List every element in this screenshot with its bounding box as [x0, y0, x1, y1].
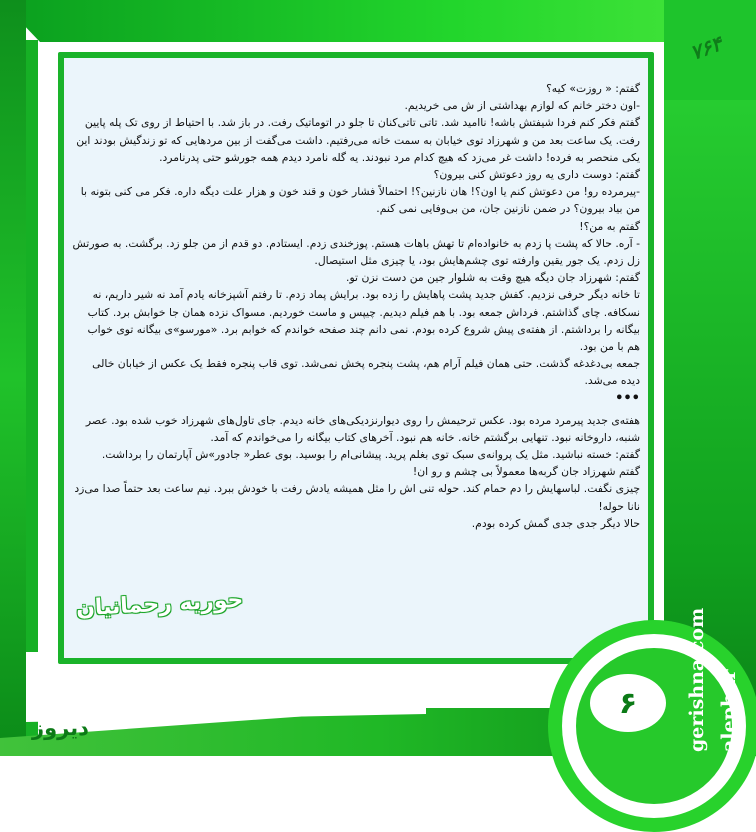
story-paragraph: چیزی نگفت. لباسهایش را دم حمام کند. حوله تنی اش را مثل همیشه یادش رفت با خودش ببرد. نیم ساعت بعد حتماً صدا می‌زد نانا حوله! — [74, 482, 640, 513]
author-name: حوریه رحمانیان — [75, 587, 244, 622]
section-separator: ••• — [615, 390, 640, 406]
story-paragraph: - آره. حالا که پشت پا زدم به خانواده‌ام تا تهش باهات هستم. پوزخندی زدم. ایستادم. دو قدم از من جلو زد. برگشت. به صورتش زل زدم. یک جور یقین وارفته توی چشم‌هایش بود، یا چیزی مثل استیصال. — [72, 236, 640, 268]
story-paragraph: گفتم: خسته نباشید. مثل یک پروانه‌ی سبک توی بغلم پرید. پیشانی‌ام را بوسید. بوی عطر« جادور»ش آپارتمان را برداشت. — [101, 448, 640, 462]
story-paragraph: -اون دختر خانم که لوازم بهداشتی از ش می خریدیم. — [404, 99, 640, 113]
story-panel — [64, 58, 648, 658]
story-paragraph: حالا دیگر جدی جدی گمش کرده بودم. — [471, 516, 640, 530]
story-paragraph: گفتم: دوست داری یه روز دعوتش کنی بیرون؟ — [433, 168, 640, 182]
left-border-strip — [0, 0, 26, 756]
story-paragraph: تا خانه دیگر حرفی نزدیم. کفش جدید پشت پاهایش را زده بود. برایش پماد زدم. تا رفتم آشپزخانه یادم آمد نه شیر داریم، نه نسکافه. چای گذاشتم. فرداش جمعه بود. با هم فیلم دیدیم. چیپس و ماست خوردیم. مسواک نزده همان جا خوابش برد. کتاب بیگانه را برداشتم. از هفته‌ی پیش شروع کرده بودم. نمی دانم چند صفحه خواندم که خوابم برد. «مورسو»ی بیگانه توی خواب هم با من بود. — [87, 288, 640, 354]
story-paragraph: گفتم فکر کنم فردا شیفتش باشه! ناامید شد. تاتی تاتی‌کنان تا جلو در اتوماتیک رفت. در باز شد. با احتیاط از روی تک پله پایین رفت. یک ساعت بعد من و شهرزاد توی خیابان به سمت خانه می‌رفتیم. داشت می‌گفت از بین مردهایی که تو زندگیش بودند این یکی منحصر به فرده! داشت غر می‌زد که هیچ کدام مرد نبودند. یه گله نامرد دیدم همه جورشو حتی پدرنامرد. — [76, 116, 640, 164]
story-paragraph: -پیرمرده رو! من دعوتش کنم یا اون؟! هان نازنین؟! احتمالاً فشار خون و قند خون و هزار علت دیگه داره. فکر می کنی بتونه با من بیاد بیرون؟ در ضمن نازنین جان، من بی‌وفایی نمی کنم. — [80, 185, 640, 216]
page-number: ۷۶۴ — [686, 31, 726, 65]
story-paragraph: گفتم: شهرزاد جان دیگه هیچ وقت به شلوار جین من دست نزن تو. — [346, 271, 640, 285]
top-banner — [0, 0, 756, 42]
website-aleph: aleph.ir — [718, 669, 740, 752]
story-text — [72, 80, 640, 532]
left-inner-strip — [26, 40, 38, 740]
story-paragraph: جمعه بی‌دغدغه گذشت. حتی همان فیلم آرام هم، پشت پنجره پخش نمی‌شد. توی قاب پنجره فقط یک عکس از خیابان خالی دیده می‌شد. — [92, 357, 640, 388]
story-paragraph: هفته‌ی جدید پیرمرد مرده بود. عکس ترحیمش را روی دیوارنزدیکی‌های خانه دیدم. جای تاول‌های شهرزاد خوب شده بود. عصر شنبه، داروخانه نبود. تنهایی برگشتم خانه. خانه هم نبود. آخرهای کتاب بیگانه را می‌خواندم که آمد. — [85, 413, 640, 444]
website-gerishna: gerishna.com — [686, 607, 708, 752]
story-panel-frame — [58, 52, 654, 664]
story-paragraph: گفتم به من؟! — [579, 219, 640, 233]
story-paragraph: گفتم: « روزت» کیه؟ — [546, 82, 640, 95]
story-paragraph: گفتم شهرزاد جان گربه‌ها معمولاً بی چشم و رو ان! — [412, 465, 640, 479]
issue-number-badge: ۶ — [590, 674, 666, 732]
section-title: دیروز — [32, 716, 89, 740]
badge-ring-inner — [576, 648, 732, 804]
